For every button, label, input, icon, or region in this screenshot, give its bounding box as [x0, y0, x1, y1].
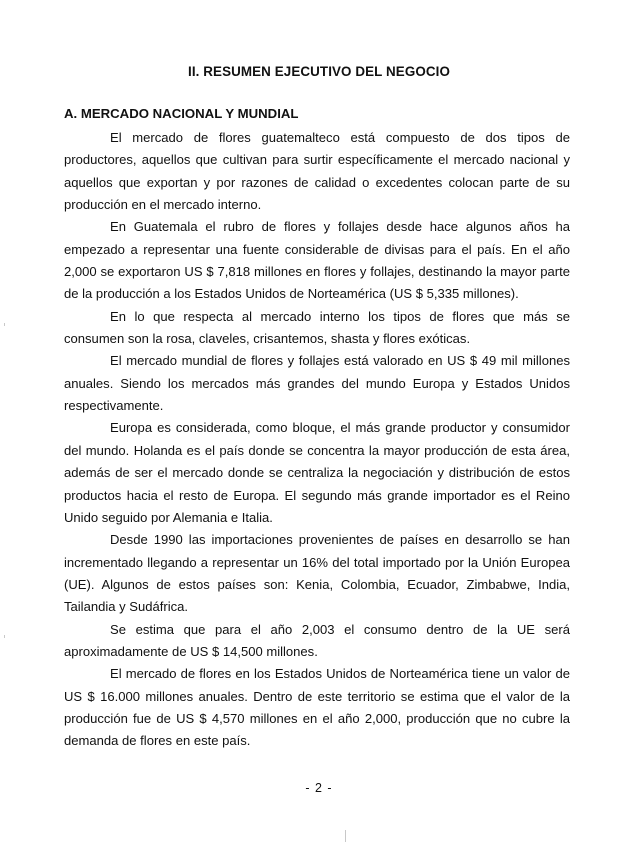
scan-artifact — [345, 830, 346, 842]
paragraph: El mercado de flores en los Estados Unidos de Norteamérica tiene un valor de US $ 16.000 millones anuales. Dentro de este territorio se estima que el valor de la producción fue de US $ 4,570 millones en el año 2,000, producción que no cubre la demanda de flores en este país. — [64, 666, 570, 749]
paragraph: El mercado mundial de flores y follajes está valorado en US $ 49 mil millones anuales. Siendo los mercados más grandes del mundo Europa y Estados Unidos respectivamente. — [64, 353, 570, 414]
paragraph: Se estima que para el año 2,003 el consumo dentro de la UE será aproximadamente de US $ 14,500 millones. — [64, 621, 570, 659]
paragraph: Europa es considerada, como bloque, el más grande productor y consumidor del mundo. Holanda es el país donde se concentra la mayor producción de esta área, además de ser el mercado donde se centraliza la negociación y distribución de estos productos hacia el resto de Europa. El segundo más grande importador es el Reino Unido seguido por Alemania e Italia. — [64, 420, 570, 525]
subheading: A. MERCADO NACIONAL Y MUNDIAL — [64, 106, 299, 121]
scan-artifact — [4, 323, 5, 326]
scan-artifact — [4, 635, 5, 638]
paragraph: El mercado de flores guatemalteco está compuesto de dos tipos de productores, aquellos que cultivan para surtir específicamente el mercado nacional y aquellos que exportan y por razones de calidad o excedentes colocan parte de su producción en el mercado interno. — [64, 130, 570, 213]
section-title: II. RESUMEN EJECUTIVO DEL NEGOCIO — [188, 64, 450, 79]
page-number: - 2 - — [305, 781, 333, 795]
paragraph: En lo que respecta al mercado interno los tipos de flores que más se consumen son la rosa, claveles, crisantemos, shasta y flores exóticas. — [64, 308, 570, 347]
paragraph: Desde 1990 las importaciones provenientes de países en desarrollo se han incrementado llegando a representar un 16% del total importado por la Unión Europea (UE). Algunos de estos países son: Kenia, Colombia, Ecuador, Zimbabwe, India, Tailandia y Sudáfrica. — [64, 532, 570, 615]
paragraph: En Guatemala el rubro de flores y follajes desde hace algunos años ha empezado a representar una fuente considerable de divisas para el país. En el año 2,000 se exportaron US $ 7,818 millones en flores y follajes, destinando la mayor parte de la producción a los Estados Unidos de Norteamérica (US $ 5,335 millones). — [64, 219, 570, 302]
body-text — [64, 127, 570, 753]
